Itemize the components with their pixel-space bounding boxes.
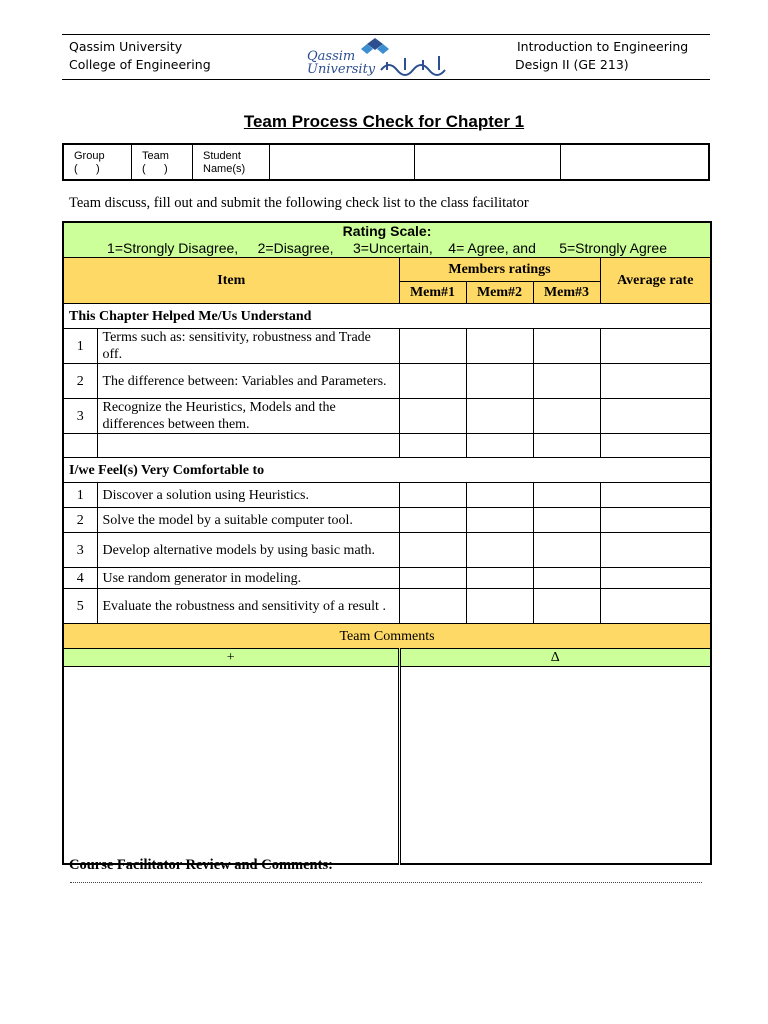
item-text: Develop alternative models by using basic math. — [97, 533, 399, 568]
item-text: Discover a solution using Heuristics. — [97, 483, 399, 508]
rating-cell[interactable] — [466, 508, 533, 533]
average-cell[interactable] — [600, 589, 711, 624]
item-text: The difference between: Variables and Parameters. — [97, 364, 399, 399]
rating-cell[interactable] — [533, 533, 600, 568]
rating-cell[interactable] — [533, 329, 600, 364]
average-cell[interactable] — [600, 434, 711, 458]
course-title: Introduction to Engineering — [517, 39, 689, 54]
plus-comments-area[interactable] — [63, 667, 399, 865]
mem3-header: Mem#3 — [533, 282, 600, 304]
rating-cell[interactable] — [466, 329, 533, 364]
rating-cell[interactable] — [533, 483, 600, 508]
mem1-header: Mem#1 — [399, 282, 466, 304]
average-cell[interactable] — [600, 399, 711, 434]
rating-cell[interactable] — [533, 508, 600, 533]
rating-cell[interactable] — [399, 568, 466, 589]
item-text: Terms such as: sensitivity, robustness and Trade off. — [97, 329, 399, 364]
rating-cell[interactable] — [466, 589, 533, 624]
average-cell[interactable] — [600, 508, 711, 533]
rating-cell[interactable] — [399, 364, 466, 399]
page-title: Team Process Check for Chapter 1 — [243, 112, 525, 131]
item-text: Recognize the Heuristics, Models and the differences between them. — [97, 399, 399, 434]
rating-scale: Rating Scale: 1=Strongly Disagree, 2=Disagree, 3=Uncertain, 4= Agree, and 5=Strongly Agree — [63, 222, 711, 258]
average-cell[interactable] — [600, 329, 711, 364]
team-comments-header: Team Comments — [63, 624, 711, 649]
rating-cell[interactable] — [533, 434, 600, 458]
rating-cell[interactable] — [399, 533, 466, 568]
table-row: 3 Develop alternative models by using basic math. — [63, 533, 711, 568]
rating-cell[interactable] — [466, 364, 533, 399]
qassim-university-logo — [305, 36, 455, 78]
plus-column-header: + — [63, 649, 399, 667]
rating-cell[interactable] — [399, 399, 466, 434]
rating-cell[interactable] — [466, 434, 533, 458]
section-title: This Chapter Helped Me/Us Understand — [63, 304, 711, 329]
rating-cell[interactable] — [466, 568, 533, 589]
table-row: 2 Solve the model by a suitable computer tool. — [63, 508, 711, 533]
svg-text:Qassim: Qassim — [307, 49, 356, 64]
average-cell[interactable] — [600, 483, 711, 508]
facilitator-comment-line[interactable] — [70, 882, 702, 883]
course-code: Design II (GE 213) — [515, 57, 629, 72]
table-row: 2 The difference between: Variables and Parameters. — [63, 364, 711, 399]
item-text: Use random generator in modeling. — [97, 568, 399, 589]
delta-column-header: Δ — [399, 649, 711, 667]
header-top-rule — [62, 34, 710, 35]
rating-cell[interactable] — [466, 533, 533, 568]
rating-cell[interactable] — [399, 508, 466, 533]
table-row: 3 Recognize the Heuristics, Models and the differences between them. — [63, 399, 711, 434]
header-bottom-rule — [62, 79, 710, 80]
mem2-header: Mem#2 — [466, 282, 533, 304]
table-row — [63, 434, 711, 458]
rating-cell[interactable] — [399, 329, 466, 364]
item-text[interactable] — [97, 434, 399, 458]
instructions-text: Team discuss, fill out and submit the following check list to the class facilitator — [69, 195, 529, 211]
average-rate-header: Average rate — [600, 258, 711, 304]
rating-cell[interactable] — [466, 483, 533, 508]
rating-cell[interactable] — [399, 483, 466, 508]
rating-cell[interactable] — [399, 589, 466, 624]
college-name: College of Engineering — [69, 57, 211, 72]
team-cell[interactable]: Team ( ) — [132, 144, 193, 180]
item-text: Solve the model by a suitable computer tool. — [97, 508, 399, 533]
delta-comments-area[interactable] — [399, 667, 711, 865]
facilitator-review-title: Course Facilitator Review and Comments: — [69, 857, 333, 873]
table-row: 1 Terms such as: sensitivity, robustness and Trade off. — [63, 329, 711, 364]
student-name-field-2[interactable] — [415, 144, 560, 180]
rating-cell[interactable] — [466, 399, 533, 434]
section-title: I/we Feel(s) Very Comfortable to — [63, 458, 711, 483]
university-name: Qassim University — [69, 39, 183, 54]
rating-cell[interactable] — [399, 434, 466, 458]
student-name-field-1[interactable] — [270, 144, 415, 180]
table-row: 5 Evaluate the robustness and sensitivity of a result . — [63, 589, 711, 624]
members-ratings-header: Members ratings — [399, 258, 600, 282]
item-text: Evaluate the robustness and sensitivity of a result . — [97, 589, 399, 624]
table-row: 1 Discover a solution using Heuristics. — [63, 483, 711, 508]
svg-text:University: University — [307, 62, 376, 77]
group-cell[interactable]: Group ( ) — [63, 144, 132, 180]
rating-cell[interactable] — [533, 589, 600, 624]
checklist-table — [62, 221, 712, 865]
item-header: Item — [63, 258, 399, 304]
group-info-table — [62, 143, 710, 181]
rating-cell[interactable] — [533, 399, 600, 434]
average-cell[interactable] — [600, 568, 711, 589]
table-row: 4 Use random generator in modeling. — [63, 568, 711, 589]
student-names-label: Student Name(s) — [193, 144, 270, 180]
student-name-field-3[interactable] — [560, 144, 709, 180]
rating-cell[interactable] — [533, 364, 600, 399]
average-cell[interactable] — [600, 364, 711, 399]
rating-cell[interactable] — [533, 568, 600, 589]
average-cell[interactable] — [600, 533, 711, 568]
